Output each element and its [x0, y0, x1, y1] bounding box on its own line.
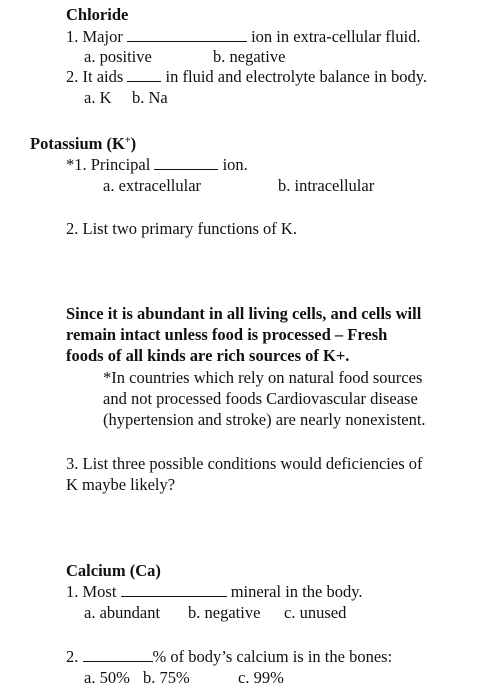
potassium-q1-option-a: a. extracellular	[103, 176, 202, 195]
chloride-heading: Chloride	[66, 5, 129, 24]
chloride-q1-blank[interactable]	[127, 27, 247, 42]
potassium-q3-line-2: K maybe likely?	[66, 475, 176, 494]
calcium-q2-option-c: c. 99%	[238, 668, 284, 687]
potassium-q1-suffix: ion.	[222, 155, 248, 174]
potassium-note-line-2: and not processed foods Cardiovascular disease	[103, 389, 418, 408]
chloride-q2-suffix: in fluid and electrolyte balance in body.	[165, 67, 428, 86]
calcium-q1-option-c: c. unused	[284, 603, 347, 622]
potassium-heading-text: Potassium (K	[30, 134, 125, 153]
potassium-note-line-3: (hypertension and stroke) are nearly nonexistent.	[103, 410, 426, 429]
potassium-heading-close: )	[130, 134, 137, 153]
chloride-q2	[66, 67, 427, 87]
chloride-q2-prefix: 2. It aids	[66, 67, 124, 86]
calcium-q2-blank[interactable]	[83, 647, 153, 662]
chloride-q1	[66, 27, 421, 47]
potassium-note-line-1: *In countries which rely on natural food sources	[103, 368, 423, 387]
calcium-q1-option-b: b. negative	[188, 603, 261, 622]
potassium-note-bold-line-1: Since it is abundant in all living cells, and cells will	[66, 304, 422, 323]
potassium-heading	[30, 134, 136, 154]
potassium-q2: 2. List two primary functions of K.	[66, 219, 297, 238]
chloride-q2-option-a: a. K	[84, 88, 112, 107]
potassium-q1-option-b: b. intracellular	[278, 176, 375, 195]
calcium-q2-prefix: 2.	[66, 647, 79, 666]
chloride-q1-prefix: 1. Major	[66, 27, 123, 46]
calcium-q2	[66, 647, 392, 667]
calcium-q1-prefix: 1. Most	[66, 582, 117, 601]
calcium-q1-blank[interactable]	[121, 582, 227, 597]
chloride-q2-option-b: b. Na	[132, 88, 168, 107]
potassium-note-bold-line-3: foods of all kinds are rich sources of K+.	[66, 346, 350, 365]
calcium-q1	[66, 582, 363, 602]
chloride-q1-option-a: a. positive	[84, 47, 152, 66]
calcium-heading: Calcium (Ca)	[66, 561, 161, 580]
potassium-q3-line-1: 3. List three possible conditions would deficiencies of	[66, 454, 423, 473]
calcium-q2-suffix: % of body’s calcium is in the bones:	[152, 647, 393, 666]
potassium-q1	[66, 155, 248, 175]
potassium-heading-superscript: +	[124, 135, 131, 146]
potassium-q1-prefix: *1. Principal	[66, 155, 151, 174]
calcium-q1-option-a: a. abundant	[84, 603, 161, 622]
chloride-q1-option-b: b. negative	[213, 47, 286, 66]
calcium-q2-option-a: a. 50%	[84, 668, 130, 687]
chloride-q1-suffix: ion in extra-cellular fluid.	[251, 27, 421, 46]
potassium-q1-blank[interactable]	[154, 155, 218, 170]
calcium-q1-suffix: mineral in the body.	[230, 582, 363, 601]
potassium-note-bold-line-2: remain intact unless food is processed – Fresh	[66, 325, 388, 344]
calcium-q2-option-b: b. 75%	[143, 668, 190, 687]
chloride-q2-blank[interactable]	[127, 67, 161, 82]
